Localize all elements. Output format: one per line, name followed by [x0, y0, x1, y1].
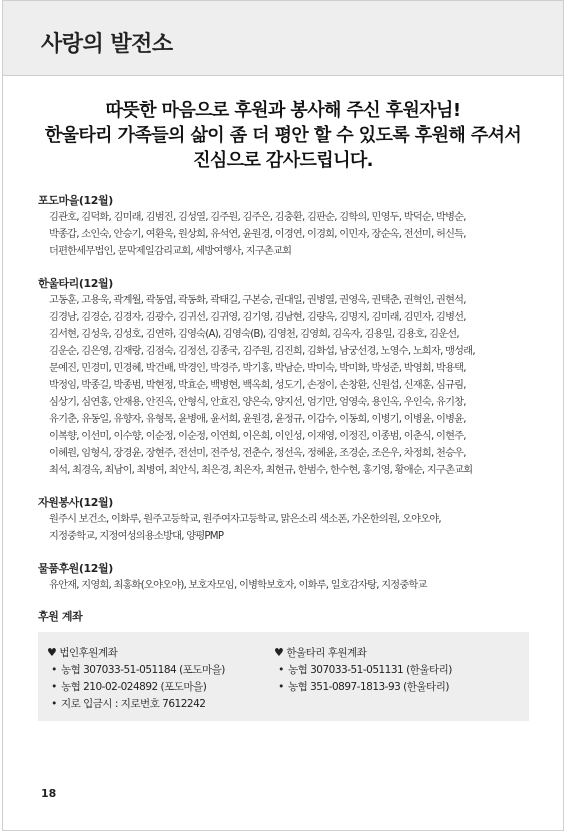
hanultari-account-heading: ♥ 한울타리 후원계좌 — [274, 646, 367, 659]
donor-names — [38, 511, 530, 545]
donor-names — [38, 292, 530, 479]
section-title: 포도마을(12월) — [38, 194, 113, 207]
name-line: 유안재, 지영희, 최홍화(오야오야), 보호자모임, 이병학보호자, 이화루, 일호감자탕, 지정중학교 — [49, 580, 427, 591]
section-title: 한울타리(12월) — [38, 277, 113, 290]
name-line: 심상기, 심연홍, 안재용, 안진옥, 안형식, 안효진, 양은숙, 양지선, 엄기만, 엄영숙, 용인옥, 우인숙, 유기창, — [49, 397, 466, 408]
section-hanultari — [38, 276, 530, 479]
bullet-icon: • — [51, 681, 57, 693]
donor-names — [38, 577, 530, 594]
section-title: 물품후원(12월) — [38, 562, 113, 575]
account-item: • 지로 입금시 : 지로번호 7612242 — [47, 696, 225, 713]
section-goods — [38, 561, 530, 594]
account-item: • 농협 210-02-024892 (포도마을) — [47, 679, 225, 696]
page-number: 18 — [41, 787, 57, 800]
intro-message — [3, 98, 563, 173]
hanultari-account-column — [274, 644, 452, 696]
account-item: • 농협 307033-51-051184 (포도마을) — [47, 662, 225, 679]
account-item: • 농협 307033-51-051131 (한울타리) — [274, 662, 452, 679]
heart-icon: ♥ — [274, 646, 284, 659]
name-line: 유기춘, 유동일, 유향자, 유형목, 윤병애, 윤서희, 윤원경, 윤정규, 이갑수, 이동희, 이병기, 이병윤, 이병윤, — [49, 414, 466, 425]
account-item: • 농협 351-0897-1813-93 (한울타리) — [274, 679, 452, 696]
name-line: 원주시 보건소, 이화루, 원주고등학교, 원주여자고등학교, 맑은소리 색소폰, 가온한의원, 오야오야, — [49, 514, 441, 525]
page-header — [3, 1, 563, 76]
intro-line: 진심으로 감사드립니다. — [193, 150, 373, 171]
name-line: 문예진, 민경미, 민경혜, 박건배, 박경인, 박경주, 박기홍, 박남순, 박미숙, 박미화, 박성준, 박영희, 박용택, — [49, 363, 466, 374]
account-section-title: 후원 계좌 — [38, 610, 83, 623]
name-line: 더편한세무법인, 문막제일감리교회, 세방여행사, 지구촌교회 — [49, 246, 292, 257]
bullet-icon: • — [278, 664, 284, 676]
account-box — [38, 632, 529, 721]
intro-line: 한울타리 가족들의 삶이 좀 더 평안 할 수 있도록 후원해 주셔서 — [44, 125, 522, 146]
name-line: 박종갑, 소인숙, 안승기, 여환욱, 원상희, 유석연, 윤원경, 이경연, 이경희, 이민자, 장순옥, 전선미, 허신득, — [49, 229, 466, 240]
name-line: 박정임, 박종길, 박종범, 박현정, 박효순, 백병현, 백옥희, 성도기, 손정이, 손창환, 신원섭, 신재훈, 심규림, — [49, 380, 466, 391]
name-line: 최석, 최경옥, 최남이, 최병여, 최안식, 최은경, 최은자, 최현규, 한범수, 한수현, 홍기영, 황애순, 지구촌교회 — [49, 465, 473, 476]
bullet-icon: • — [51, 664, 57, 676]
page-title: 사랑의 발전소 — [41, 32, 173, 57]
corporate-account-heading: ♥ 법인후원계좌 — [47, 646, 118, 659]
name-line: 지정중학교, 지정여성의용소방대, 양평PMP — [49, 531, 224, 542]
bullet-icon: • — [51, 698, 57, 710]
bullet-icon: • — [278, 681, 284, 693]
name-line: 김관호, 김덕화, 김미래, 김범진, 김성열, 김주원, 김주은, 김충환, 김판순, 김학의, 민영두, 박덕순, 박병순, — [49, 212, 466, 223]
name-line: 고동훈, 고용욱, 곽계월, 곽동엽, 곽동화, 곽태길, 구본승, 권대일, 권병열, 권영옥, 권택춘, 권혁인, 권현석, — [49, 295, 466, 306]
corporate-account-column — [47, 644, 225, 713]
donor-list — [38, 193, 530, 625]
section-volunteer — [38, 495, 530, 545]
name-line: 이복향, 이선미, 이수향, 이순정, 이순정, 이연희, 이은희, 이인성, 이재영, 이정진, 이종범, 이춘식, 이현주, — [49, 431, 466, 442]
name-line: 김경남, 김경순, 김경자, 김광수, 김귀선, 김귀영, 김기영, 김남현, 김량옥, 김명지, 김미래, 김민자, 김병선, — [49, 312, 466, 323]
heart-icon: ♥ — [47, 646, 57, 659]
intro-line: 따뜻한 마음으로 후원과 봉사해 주신 후원자님! — [105, 100, 461, 121]
section-podo — [38, 193, 530, 260]
name-line: 김운순, 김은영, 김재랑, 김점숙, 김정선, 김종국, 김주원, 김진희, 김화섭, 남궁선경, 노영수, 노희자, 맹성래, — [49, 346, 475, 357]
name-line: 김서현, 김성욱, 김성호, 김연하, 김영숙(A), 김영숙(B), 김영천, 김영희, 김옥자, 김용일, 김용호, 김운선, — [49, 329, 459, 340]
name-line: 이혜원, 임형식, 장경윤, 장현주, 전선미, 전주성, 전춘수, 정선옥, 정혜윤, 조경순, 조은우, 차정희, 천승우, — [49, 448, 466, 459]
donor-names — [38, 209, 530, 260]
section-title: 자원봉사(12월) — [38, 496, 113, 509]
